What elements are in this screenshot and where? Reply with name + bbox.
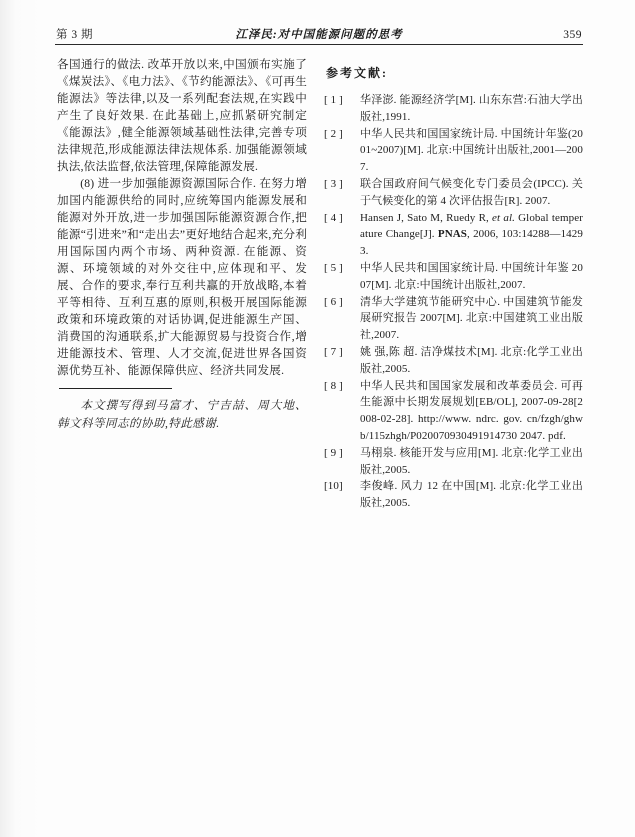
reference-text <box>360 344 583 378</box>
reference-text-segment: 华泽澎. 能源经济学[M]. 山东东营:石油大学出版社,1991. <box>360 94 583 123</box>
right-column <box>324 56 583 512</box>
paragraph-point-8: (8) 进一步加强能源资源国际合作. 在努力增加国内能源供给的同时,应统筹国内能源发展和能源对外开放,进一步加强国际能源资源合作,把能源“引进来”和“走出去”更好地结合起来,充分利用国际国内两个市场、两种资源. 在能源、资源、环境领域的对外交往中,应体现和平、发展、合作的要求,奉行互利共赢的开放战略,本着平等相待、互利互惠的原则,积极开展国际能源政策和环境政策的对话协调,促进能源生产国、消费国的沟通联系,扩大能源贸易与投资合作,增进能源技术、管理、人才交流,促进世界各国资源优势互补、能源保障供应、经济共同发展. <box>57 177 307 377</box>
reference-text <box>360 378 583 445</box>
references-heading: 参考文献: <box>326 66 388 80</box>
reference-item <box>324 378 583 445</box>
reference-text-segment: 中华人民共和国国家统计局. 中国统计年鉴 2007[M]. 北京:中国统计出版社,2007. <box>360 261 583 291</box>
reference-item <box>324 176 583 210</box>
reference-text-segment: 李俊峰. 风力 12 在中国[M]. 北京:化学工业出版社,2005. <box>360 480 583 510</box>
header-page-number: 359 <box>563 29 582 41</box>
page-columns <box>57 56 583 512</box>
reference-number: [ 5 ] <box>324 261 343 274</box>
reference-text-segment: 马栩泉. 核能开发与应用[M]. 北京:化学工业出版社,2005. <box>360 446 583 476</box>
header-issue: 第 3 期 <box>56 29 93 41</box>
reference-text-segment: , 2006, 103:14288—14293. <box>360 228 583 258</box>
reference-text-segment: 清华大学建筑节能研究中心. 中国建筑节能发展研究报告 2007[M]. 北京:中国建筑工业出版社,2007. <box>360 295 583 342</box>
footnote-divider <box>59 388 172 389</box>
reference-item <box>324 478 583 512</box>
header-rule <box>55 44 583 45</box>
reference-item <box>324 210 583 260</box>
reference-text <box>360 176 583 210</box>
reference-item <box>324 294 583 344</box>
references-list <box>324 92 583 512</box>
reference-number: [ 7 ] <box>324 345 343 358</box>
reference-text-segment: 中华人民共和国国家发展和改革委员会. 可再生能源中长期发展规划[EB/OL], 2007-09-28[2008-02-28]. http://www. ndrc. gov. cn/fzgh/ghwb/115zhgh/P020070930491914730 2047. pdf. <box>360 379 583 442</box>
reference-text-segment: Global temperature Change[J]. <box>360 211 583 241</box>
reference-text <box>360 210 583 260</box>
reference-number: [ 4 ] <box>324 211 343 224</box>
reference-text-segment: Hansen J, Sato M, Ruedy R, <box>360 211 493 224</box>
reference-item <box>324 344 583 378</box>
reference-item <box>324 126 583 176</box>
reference-item <box>324 445 583 479</box>
left-column <box>57 56 307 512</box>
reference-number: [ 3 ] <box>324 177 343 190</box>
reference-text <box>360 478 583 512</box>
reference-text-segment: 姚 强,陈 超. 洁净煤技术[M]. 北京:化学工业出版社,2005. <box>360 345 583 375</box>
reference-text-segment: 联合国政府间气候变化专门委员会(IPCC). 关于气候变化的第 4 次评估报告[R]. 2007. <box>360 177 583 207</box>
reference-text-segment: 中华人民共和国国家统计局. 中国统计年鉴(2001~2007)[M]. 北京:中国统计出版社,2001—2007. <box>360 127 583 174</box>
header-running-title: 江泽民:对中国能源问题的思考 <box>235 29 403 41</box>
reference-number: [ 2 ] <box>324 127 343 140</box>
acknowledgement-note: 本文撰写得到马富才、宁吉喆、周大地、韩文科等同志的协助,特此感谢. <box>57 399 307 430</box>
reference-item <box>324 260 583 294</box>
reference-item <box>324 92 583 126</box>
running-header <box>56 26 582 42</box>
reference-text <box>360 294 583 344</box>
reference-number: [ 1 ] <box>324 94 343 106</box>
reference-number: [10] <box>324 480 343 493</box>
reference-text <box>360 260 583 294</box>
reference-number: [ 9 ] <box>324 446 343 459</box>
reference-text-segment: PNAS <box>437 228 467 241</box>
reference-text <box>360 445 583 479</box>
reference-text <box>360 92 583 126</box>
reference-number: [ 8 ] <box>324 379 343 392</box>
reference-text <box>360 126 583 176</box>
reference-number: [ 6 ] <box>324 295 343 308</box>
paragraph-continuation: 各国通行的做法. 改革开放以来,中国颁布实施了《煤炭法》、《电力法》、《节约能源法》、《可再生能源法》等法律,以及一系列配套法规,在实践中产生了良好效果. 在此基础上,应抓紧研究制定《能源法》,健全能源领域基础性法律,完善专项法律规范,形成能源法律法规体系. 加强能源领域执法,依法监督,依法管理,保障能源发展. <box>57 58 307 173</box>
reference-text-segment: et al. <box>492 211 515 224</box>
